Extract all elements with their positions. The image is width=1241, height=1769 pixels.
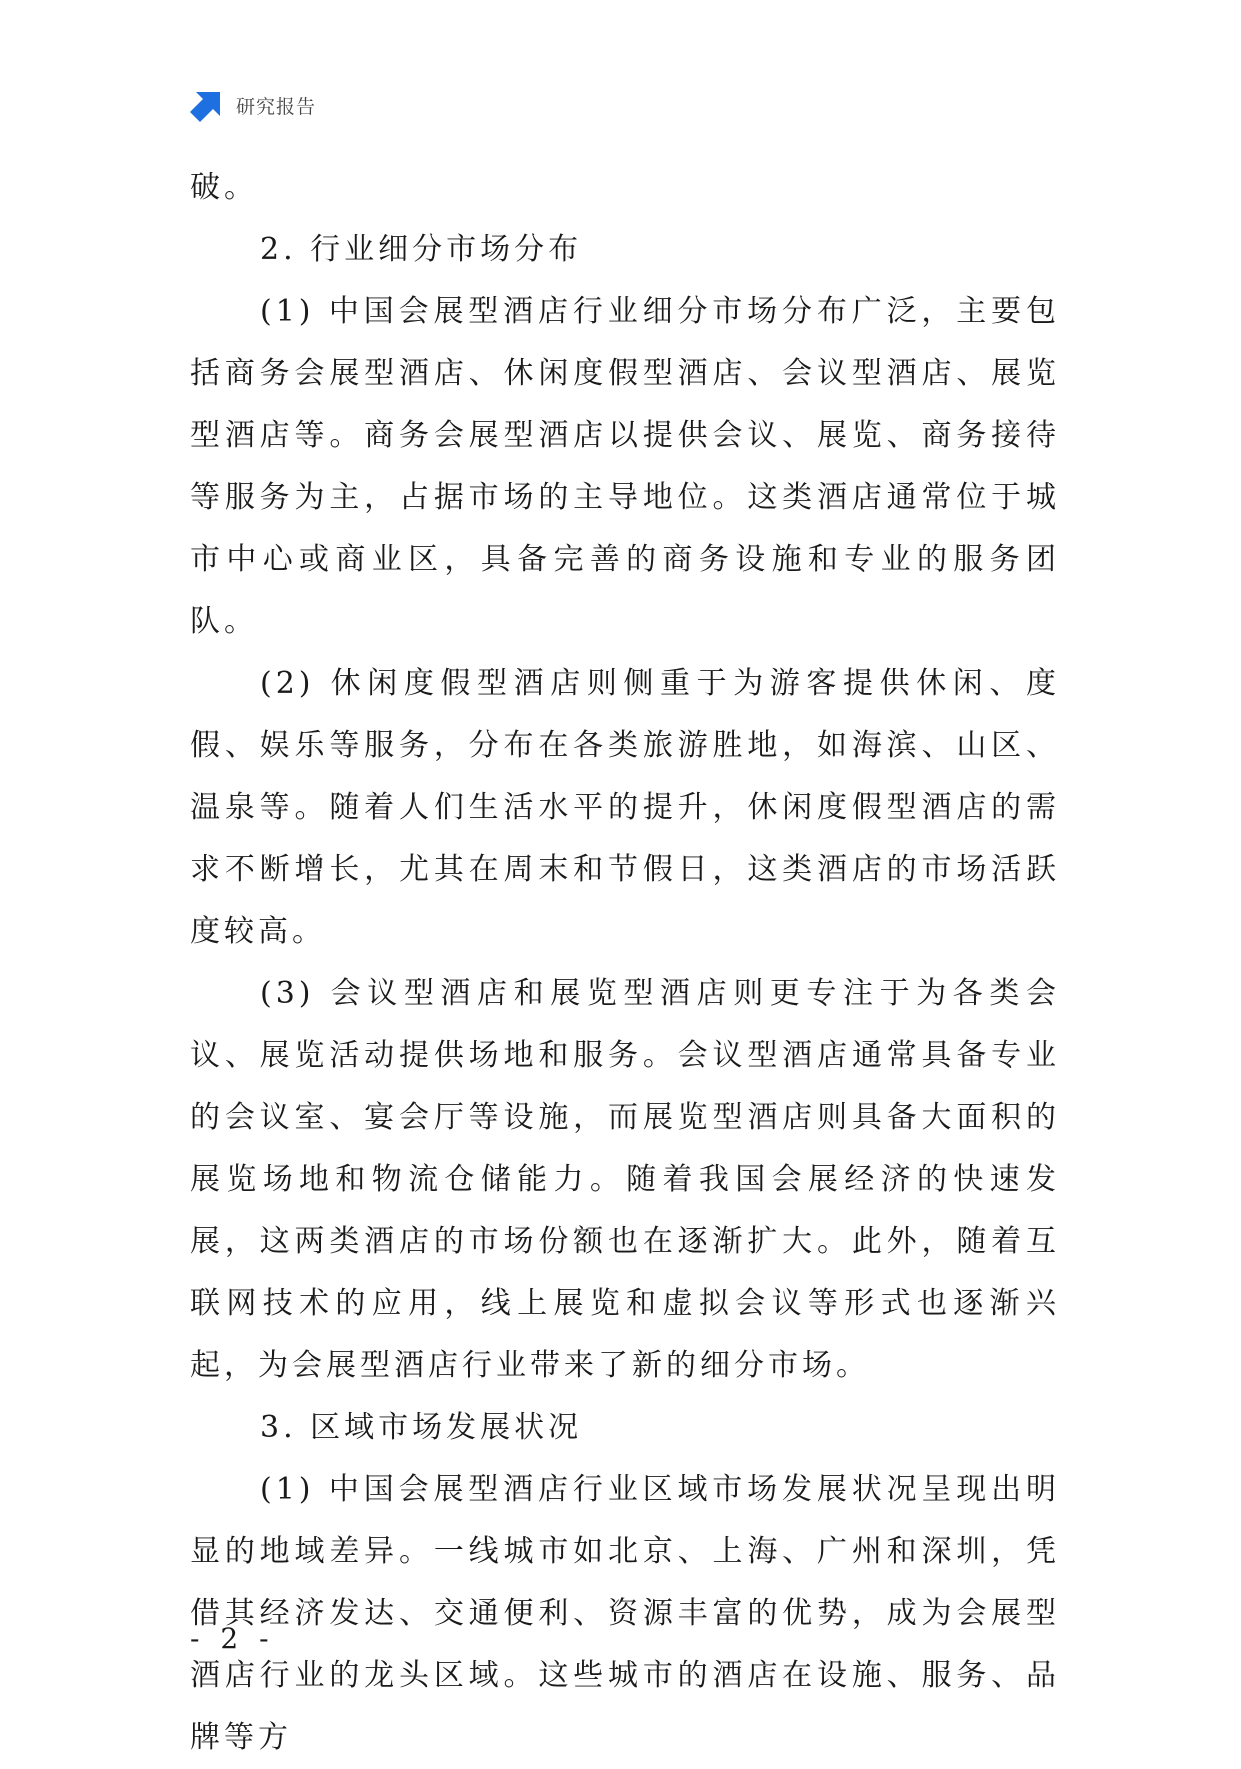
document-body bbox=[190, 157, 1060, 1769]
paragraph: (1) 中国会展型酒店行业细分市场分布广泛，主要包括商务会展型酒店、休闲度假型酒店、会议型酒店、展览型酒店等。商务会展型酒店以提供会议、展览、商务接待等服务为主，占据市场的主导地位。这类酒店通常位于城市中心或商业区，具备完善的商务设施和专业的服务团队。 bbox=[190, 294, 1060, 639]
paragraph-continuation: 破。 bbox=[190, 170, 258, 205]
paragraph: (1) 中国会展型酒店行业区域市场发展状况呈现出明显的地域差异。一线城市如北京、上海、广州和深圳，凭借其经济发达、交通便利、资源丰富的优势，成为会展型酒店行业的龙头区域。这些城市的酒店在设施、服务、品牌等方 bbox=[190, 1472, 1060, 1755]
paragraph: (3) 会议型酒店和展览型酒店则更专注于为各类会议、展览活动提供场地和服务。会议型酒店通常具备专业的会议室、宴会厅等设施，而展览型酒店则具备大面积的展览场地和物流仓储能力。随着我国会展经济的快速发展，这两类酒店的市场份额也在逐渐扩大。此外，随着互联网技术的应用，线上展览和虚拟会议等形式也逐渐兴起，为会展型酒店行业带来了新的细分市场。 bbox=[190, 976, 1060, 1383]
paragraph: (2) 休闲度假型酒店则侧重于为游客提供休闲、度假、娱乐等服务，分布在各类旅游胜地，如海滨、山区、温泉等。随着人们生活水平的提升，休闲度假型酒店的需求不断增长，尤其在周末和节假日，这类酒店的市场活跃度较高。 bbox=[190, 666, 1060, 949]
header-title: 研究报告 bbox=[236, 95, 317, 118]
page-number: - 2 - bbox=[190, 1622, 275, 1655]
arrow-up-right-icon bbox=[190, 88, 224, 122]
report-header bbox=[190, 88, 316, 122]
section-heading: 3. 区域市场发展状况 bbox=[260, 1410, 583, 1445]
section-heading: 2. 行业细分市场分布 bbox=[260, 232, 583, 267]
